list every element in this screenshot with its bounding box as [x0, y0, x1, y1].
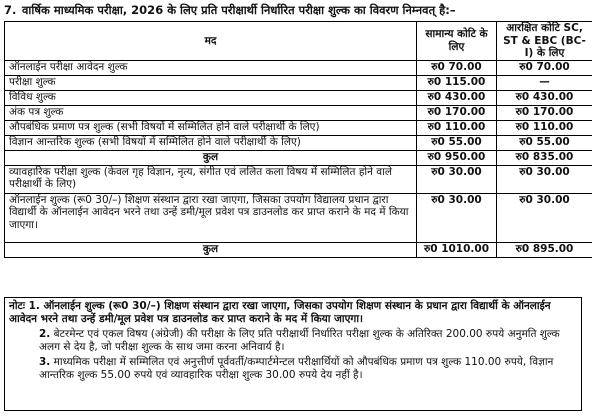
header-reserved: आरक्षित कोटि SC, ST & EBC (BC-I) के लिए — [497, 22, 592, 61]
row-item: ऑनलाईन परीक्षा आवेदन शुल्क — [5, 60, 417, 75]
row-item: विविध शुल्क — [5, 90, 417, 105]
section-title: वार्षिक माध्यमिक परीक्षा, 2026 के लिए प्रति परीक्षार्थी निर्धारित परीक्षा शुल्क का विवरण निम्नवत् है:– — [22, 3, 456, 17]
header-item: मद — [5, 22, 417, 61]
table-row — [5, 90, 592, 105]
fee-table — [4, 21, 592, 258]
row-general-fee: रु0 30.00 — [417, 193, 497, 242]
section-heading — [4, 0, 592, 20]
table-row — [5, 165, 592, 193]
row-general-fee: रु0 30.00 — [417, 165, 497, 193]
table-row — [5, 135, 592, 150]
row-item: परीक्षा शुल्क — [5, 75, 417, 90]
row-general-fee: रु0 115.00 — [417, 75, 497, 90]
note-2 — [9, 328, 577, 354]
row-reserved-fee: रु0 110.00 — [497, 120, 592, 135]
row-reserved-fee: — — [497, 75, 592, 90]
table-header-row — [5, 22, 592, 61]
table-row — [5, 193, 592, 242]
subtotal-reserved: रु0 835.00 — [497, 150, 592, 165]
row-reserved-fee: रु0 170.00 — [497, 105, 592, 120]
total-row — [5, 242, 592, 257]
note-3-text: माध्यमिक परीक्षा में सम्मिलित एवं अनुत्तीर्ण पूर्ववर्ती/कम्पार्टमेन्टल परीक्षार्थियों को औपबंधिक प्रमाण पत्र शुल्क 110.00 रुपये, विज्ञान आन्तरिक शुल्क 55.00 रुपये एवं व्यावहारिक परीक्षा शुल्क 30.00 रुपये देय नहीं है। — [39, 356, 554, 381]
table-row — [5, 75, 592, 90]
row-reserved-fee: रु0 55.00 — [497, 135, 592, 150]
row-item: विज्ञान आन्तरिक शुल्क (सभी विषयों में सम्मिलित होने वाले परीक्षार्थी के लिए) — [5, 135, 417, 150]
row-reserved-fee: रु0 30.00 — [497, 193, 592, 242]
note-3-number: 3. — [39, 356, 51, 368]
row-item: व्यावहारिक परीक्षा शुल्क (केवल गृह विज्ञान, नृत्य, संगीत एवं ललित कला विषय में सम्मिलित होने वाले परीक्षार्थी के लिए) — [5, 165, 417, 193]
note-3 — [9, 356, 577, 382]
row-reserved-fee: रु0 30.00 — [497, 165, 592, 193]
row-item: अंक पत्र शुल्क — [5, 105, 417, 120]
table-row — [5, 120, 592, 135]
header-general: सामान्य कोटि के लिए — [417, 22, 497, 61]
row-general-fee: रु0 70.00 — [417, 60, 497, 75]
row-general-fee: रु0 55.00 — [417, 135, 497, 150]
note-2-number: 2. — [39, 328, 51, 340]
table-row — [5, 105, 592, 120]
total-general: रु0 1010.00 — [417, 242, 497, 257]
row-general-fee: रु0 430.00 — [417, 90, 497, 105]
subtotal-row — [5, 150, 592, 165]
subtotal-label: कुल — [5, 150, 417, 165]
row-reserved-fee: रु0 430.00 — [497, 90, 592, 105]
row-general-fee: रु0 110.00 — [417, 120, 497, 135]
note-2-text: बेटरमेन्ट एवं एकल विषय (अंग्रेजी) की परीक्षा के लिए प्रति परीक्षार्थी निर्धारित परीक्षा शुल्क के अतिरिक्त 200.00 रुपये अनुमति शुल्क अलग से देय है, जो परीक्षा शुल्क के साथ जमा करना अनिवार्य है। — [39, 328, 560, 353]
row-reserved-fee: रु0 70.00 — [497, 60, 592, 75]
section-number: 7. — [4, 3, 17, 17]
row-general-fee: रु0 170.00 — [417, 105, 497, 120]
table-row — [5, 60, 592, 75]
subtotal-general: रु0 950.00 — [417, 150, 497, 165]
note-1: नोटः 1. ऑनलाईन शुल्क (रू0 30/–) शिक्षण संस्थान द्वारा रखा जाएगा, जिसका उपयोग शिक्षण संस्थान के प्रधान द्वारा विद्यार्थी के ऑनलाईन आवेदन भरने तथा उन्हें डमी/मूल प्रवेश पत्र डाउनलोड कर प्राप्त कराने के मद में किया जाएगा। — [9, 300, 551, 325]
total-reserved: रु0 895.00 — [497, 242, 592, 257]
notes-box — [4, 297, 582, 411]
row-item: ऑनलाईन शुल्क (रू0 30/–) शिक्षण संस्थान द्वारा रखा जाएगा, जिसका उपयोग विद्यालय प्रधान द्वारा विद्यार्थी के ऑनलाईन आवेदन भरने तथा उन्हें डमी/मूल प्रवेश पत्र डाउनलोड कर प्राप्त कराने के मद में किया जाएगा। — [5, 193, 417, 242]
row-item: औपबंधिक प्रमाण पत्र शुल्क (सभी विषयों में सम्मिलित होने वाले परीक्षार्थी के लिए) — [5, 120, 417, 135]
total-label: कुल — [5, 242, 417, 257]
